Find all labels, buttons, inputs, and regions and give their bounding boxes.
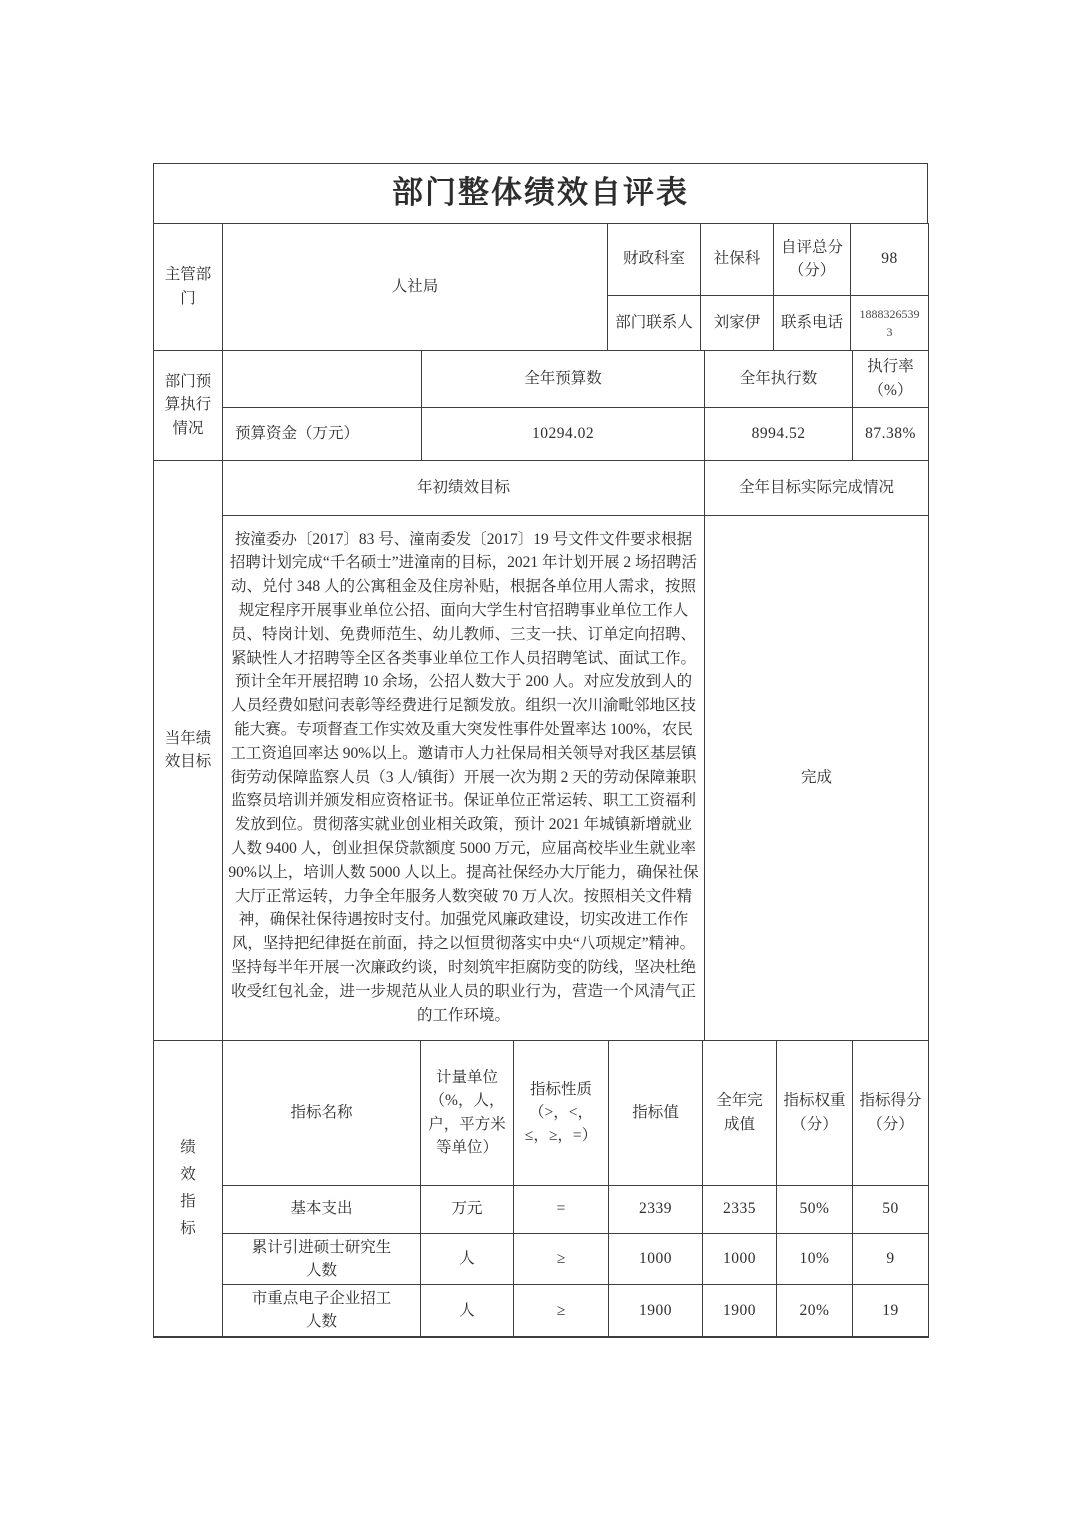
budget-section [153, 350, 929, 461]
indicator-target: 1900 [609, 1285, 703, 1337]
indicator-weight: 20% [777, 1285, 853, 1337]
indicator-nature: ≥ [514, 1285, 609, 1337]
col-header-score: 指标得分（分） [853, 1040, 929, 1185]
indicators-section-label [154, 1040, 223, 1337]
self-evaluation-form [153, 163, 928, 1338]
contact-label: 部门联系人 [608, 295, 701, 350]
col-header-name: 指标名称 [223, 1040, 421, 1185]
indicator-score: 50 [853, 1185, 929, 1233]
indicator-name: 累计引进硕士研究生人数 [223, 1233, 421, 1285]
indicators-section-label-text: 绩效指标 [180, 1138, 196, 1238]
goal-text: 按潼委办〔2017〕83 号、潼南委发〔2017〕19 号文件文件要求根据招聘计划完成“千名硕士”进潼南的目标，2021 年计划开展 2 场招聘活动、兑付 348 人的公寓租金及住房补贴，根据各单位用人需求，按照规定程序开展事业单位公招、面向大学生村官招聘事业单位工作人员、特岗计划、免费师范生、幼儿教师、三支一扶、订单定向招聘、紧缺性人才招聘等全区各类事业单位工作人员招聘笔试、面试工作。预计全年开展招聘 10 余场，公招人数大于 200 人。对应发放到人的人员经费如慰问表彰等经费进行足额发放。组织一次川渝毗邻地区技能大赛。专项督查工作实效及重大突发性事件处置率达 100%，农民工工资追回率达 90%以上。邀请市人力社保局相关领导对我区基层镇街劳动保障监察人员（3 人/镇街）开展一次为期 2 天的劳动保障兼职监察员培训并颁发相应资格证书。保证单位正常运转、职工工资福利发放到位。贯彻落实就业创业相关政策，预计 2021 年城镇新增就业人数 9400 人，创业担保贷款额度 5000 万元，应届高校毕业生就业率 90%以上，培训人数 5000 人以上。提高社保经办大厅能力，确保社保大厅正常运转，力争全年服务人数突破 70 万人次。按照相关文件精神，确保社保待遇按时支付。加强党风廉政建设，切实改进工作作风，坚持把纪律挺在前面，持之以恒贯彻落实中央“八项规定”精神。坚持每半年开展一次廉政约谈，时刻筑牢拒腐防变的防线，坚决杜绝收受红包礼金，进一步规范从业人员的职业行为，营造一个风清气正的工作环境。 [223, 515, 705, 1040]
indicator-unit: 人 [421, 1233, 514, 1285]
col-header-target: 指标值 [609, 1040, 703, 1185]
office-label: 财政科室 [608, 223, 701, 295]
completion-col-header: 全年目标实际完成情况 [705, 460, 929, 515]
score-label: 自评总分（分） [774, 223, 851, 295]
department-section [153, 223, 929, 351]
contact-value: 刘家伊 [701, 295, 774, 350]
indicator-weight: 50% [777, 1185, 853, 1233]
indicator-row [154, 1233, 929, 1285]
goals-section-label: 当年绩效目标 [154, 460, 223, 1040]
rate-col-header: 执行率（%） [853, 350, 929, 407]
col-header-completed: 全年完成值 [703, 1040, 777, 1185]
indicator-name: 基本支出 [223, 1185, 421, 1233]
exec-value: 8994.52 [705, 407, 853, 460]
dept-value: 人社局 [223, 223, 608, 350]
indicator-score: 19 [853, 1285, 929, 1337]
indicator-nature: ≥ [514, 1233, 609, 1285]
phone-value: 18883265393 [851, 295, 929, 350]
indicator-row [154, 1285, 929, 1337]
score-value: 98 [851, 223, 929, 295]
exec-col-header: 全年执行数 [705, 350, 853, 407]
col-header-weight: 指标权重（分） [777, 1040, 853, 1185]
indicator-weight: 10% [777, 1233, 853, 1285]
indicator-completed: 1000 [703, 1233, 777, 1285]
indicator-row [154, 1185, 929, 1233]
phone-label: 联系电话 [774, 295, 851, 350]
indicator-target: 2339 [609, 1185, 703, 1233]
goal-col-header: 年初绩效目标 [223, 460, 705, 515]
indicator-completed: 2335 [703, 1185, 777, 1233]
budget-row-label: 预算资金（万元） [223, 407, 422, 460]
indicator-unit: 人 [421, 1285, 514, 1337]
budget-empty-cell [223, 350, 422, 407]
budget-section-label: 部门预算执行情况 [154, 350, 223, 460]
budget-col-header: 全年预算数 [422, 350, 705, 407]
title-table [153, 163, 928, 224]
indicator-name: 市重点电子企业招工人数 [223, 1285, 421, 1337]
rate-value: 87.38% [853, 407, 929, 460]
indicator-completed: 1900 [703, 1285, 777, 1337]
form-title: 部门整体绩效自评表 [154, 164, 928, 224]
indicator-nature: = [514, 1185, 609, 1233]
office-value: 社保科 [701, 223, 774, 295]
col-header-nature: 指标性质（>，<，≤，≥，=） [514, 1040, 609, 1185]
goals-section [153, 460, 929, 1041]
completion-value: 完成 [705, 515, 929, 1040]
indicators-section [153, 1040, 929, 1338]
dept-section-label: 主管部门 [154, 223, 223, 350]
indicator-score: 9 [853, 1233, 929, 1285]
indicator-target: 1000 [609, 1233, 703, 1285]
budget-value: 10294.02 [422, 407, 705, 460]
col-header-unit: 计量单位（%，人，户，平方米等单位） [421, 1040, 514, 1185]
indicator-unit: 万元 [421, 1185, 514, 1233]
